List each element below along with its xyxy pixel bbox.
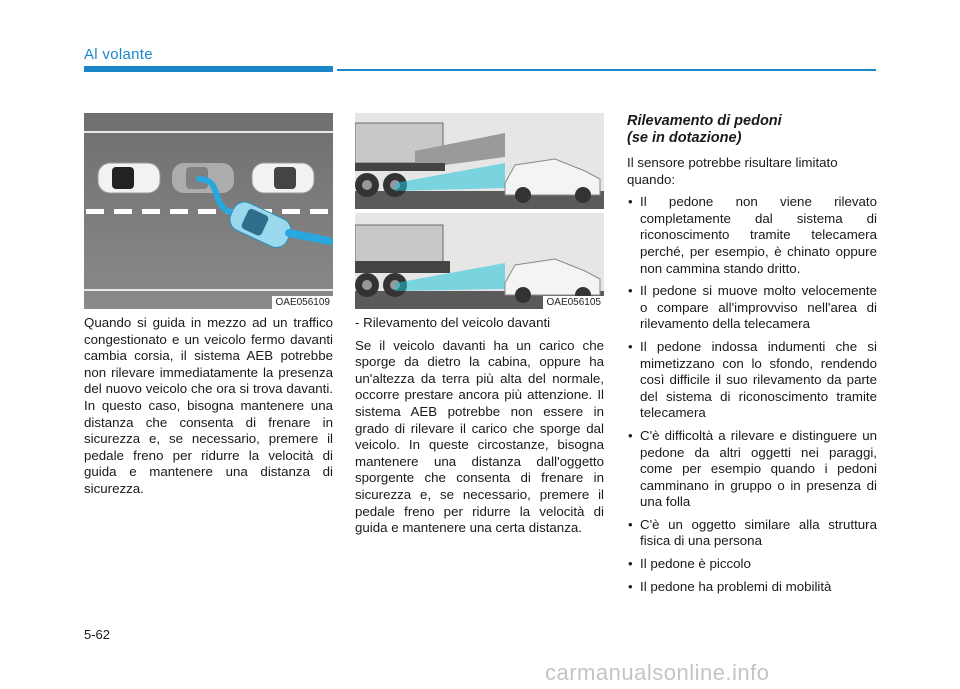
column-right	[627, 113, 877, 601]
lane-change-illustration	[84, 113, 333, 309]
car-front-left	[98, 163, 160, 193]
pedestrian-title-line2: (se in dotazione)	[627, 130, 742, 146]
column-middle	[355, 315, 604, 543]
truck-load-illustration	[355, 113, 604, 309]
header-rule-thick	[84, 66, 333, 72]
front-vehicle-caption: - Rilevamento del veicolo davanti	[355, 315, 551, 330]
pedestrian-section-title	[627, 113, 877, 147]
list-item: • Il pedone ha problemi di mobilità	[627, 579, 877, 596]
pedestrian-title-line1: Rilevamento di pedoni	[627, 113, 782, 129]
lane-change-paragraph: Quando si guida in mezzo ad un traffico congestionato e un veicolo fermo davanti cambia corsia, il sistema AEB potrebbe non rilevare immediatamente la presenza del nuovo veicolo che ora si trova davanti. In questo caso, bisogna mantenere una distanza che consenta di frenare in sicurezza e, se necessario, premere il pedale freno per ridurre la velocità di guida e mantenere una distanza di sicurezza.	[84, 315, 333, 496]
section-header-title: Al volante	[84, 46, 153, 63]
figure-truck-load	[355, 113, 604, 309]
list-item: • Il pedone si muove molto velocemente o compare all'improvviso nell'area di rilevamento della telecamera	[627, 283, 877, 333]
protruding-load-paragraph: Se il veicolo davanti ha un carico che sporge da dietro la cabina, oppure ha un'altezza da terra più alta del normale, occorre prestare ancora più attenzione. Il sistema AEB potrebbe non essere in grado di rilevare il carico che sporge dal veicolo. In queste circostanze, bisogna mantenere una distanza dall'oggetto sporgente che consenta di frenare in sicurezza e, se necessario, premere il pedale freno per ridurre la velocità di guida e mantenere una certa distanza.	[355, 337, 604, 536]
list-item: • Il pedone non viene rilevato completamente dal sistema di riconoscimento tramite telecamera perché, per esempio, è chinato oppure non cammina stando dritto.	[627, 194, 877, 277]
watermark: carmanualsonline.info	[545, 660, 770, 685]
column-left	[84, 315, 333, 504]
list-item: • Il pedone è piccolo	[627, 556, 877, 573]
list-item: • Il pedone indossa indumenti che si mimetizzano con lo sfondo, rendendo così difficile il suo rilevamento da parte del sistema di riconoscimento tramite telecamera	[627, 339, 877, 422]
pedestrian-limitations-list	[627, 194, 877, 595]
list-item: • C'è un oggetto similare alla struttura fisica di una persona	[627, 517, 877, 550]
figure-lane-change	[84, 113, 333, 309]
page-number: 5-62	[84, 627, 111, 642]
figure-code-left: OAE056109	[272, 296, 334, 309]
header-rule-thin	[337, 69, 876, 71]
car-front-right	[252, 163, 314, 193]
pedestrian-intro: Il sensore potrebbe risultare limitato quando:	[627, 155, 838, 187]
figure-code-right: OAE056105	[543, 296, 605, 309]
list-item: • C'è difficoltà a rilevare e distinguere un pedone da altri oggetti nei paraggi, come per esempio quando i pedoni camminano in gruppo o in presenza di una folla	[627, 428, 877, 511]
